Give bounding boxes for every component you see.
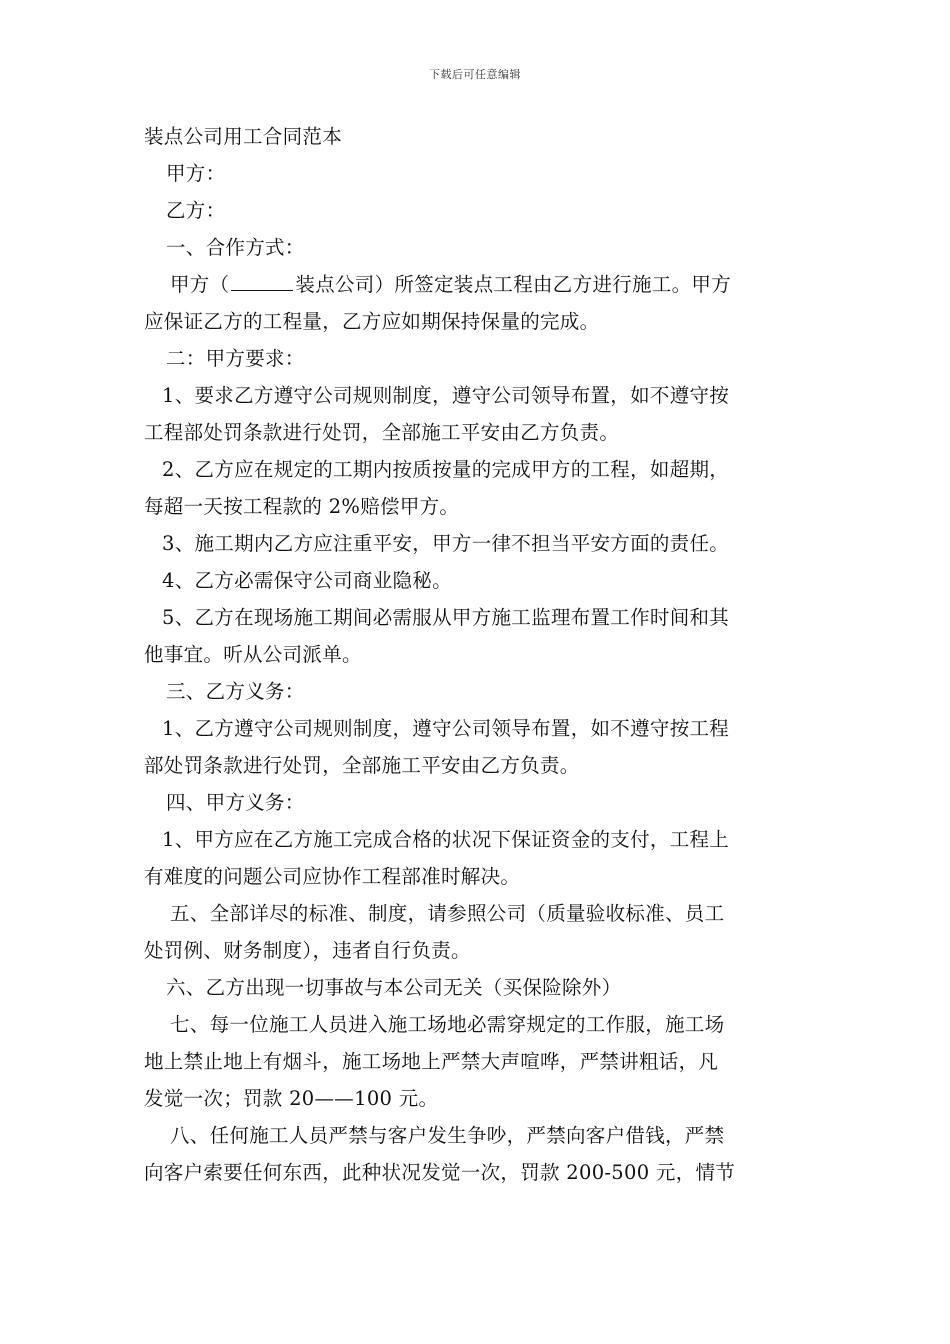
section-8-line-2: 向客户索要任何东西，此种状况发觉一次，罚款 200-500 元，情节 <box>144 1161 736 1184</box>
company-name-blank <box>231 270 293 291</box>
section-5-line-1: 五、全部详尽的标准、制度，请参照公司（质量验收标准、员工 <box>170 902 725 925</box>
section-5-line-2: 处罚例、财务制度），违者自行负责。 <box>144 939 471 962</box>
section-3-item-1-line-1: 1、乙方遵守公司规则制度，遵守公司领导布置，如不遵守按工程 <box>162 717 730 740</box>
section-2-item-2-line-2: 每超一天按工程款的 2%赔偿甲方。 <box>144 495 460 518</box>
section-7-line-2: 地上禁止地上有烟斗，施工场地上严禁大声喧哗，严禁讲粗话，凡 <box>144 1050 719 1073</box>
section-2-item-4: 4、乙方必需保守公司商业隐秘。 <box>162 569 452 592</box>
section-2-item-5-line-2: 他事宜。听从公司派单。 <box>144 643 362 666</box>
section-6: 六、乙方出现一切事故与本公司无关（买保险除外） <box>166 976 622 999</box>
section-1-paragraph-line-2: 应保证乙方的工程量，乙方应如期保持保量的完成。 <box>144 310 600 333</box>
section-2-item-5-line-1: 5、乙方在现场施工期间必需服从甲方施工监理布置工作时间和其 <box>162 606 730 629</box>
document-body <box>144 118 808 1191</box>
party-b-label: 乙方： <box>166 199 226 222</box>
party-a-label: 甲方： <box>166 162 226 185</box>
section-4-heading: 四、甲方义务： <box>166 791 305 814</box>
section-4-item-1-line-1: 1、甲方应在乙方施工完成合格的状况下保证资金的支付，工程上 <box>162 828 730 851</box>
section-2-item-1-line-1: 1、要求乙方遵守公司规则制度，遵守公司领导布置，如不遵守按 <box>162 384 730 407</box>
section-1-heading: 一、合作方式： <box>166 236 305 259</box>
document-title: 装点公司用工合同范本 <box>144 125 343 148</box>
section-4-item-1-line-2: 有难度的问题公司应协作工程部准时解决。 <box>144 865 521 888</box>
section-8-line-1: 八、任何施工人员严禁与客户发生争吵，严禁向客户借钱，严禁 <box>170 1124 725 1147</box>
section-7-line-3: 发觉一次；罚款 20——100 元。 <box>144 1087 439 1110</box>
section-1-text-pre: 甲方（ <box>170 273 230 296</box>
section-1-paragraph-line-1 <box>144 266 808 303</box>
section-2-item-3: 3、施工期内乙方应注重平安，甲方一律不担当平安方面的责任。 <box>162 532 730 555</box>
section-3-heading: 三、乙方义务： <box>166 680 305 703</box>
section-2-item-2-line-1: 2、乙方应在规定的工期内按质按量的完成甲方的工程，如超期， <box>162 458 730 481</box>
section-2-item-1-line-2: 工程部处罚条款进行处罚，全部施工平安由乙方负责。 <box>144 421 620 444</box>
header-note: 下载后可任意编辑 <box>429 68 521 81</box>
section-7-line-1: 七、每一位施工人员进入施工场地必需穿规定的工作服，施工场 <box>170 1013 725 1036</box>
section-1-text-post: 装点公司）所签定装点工程由乙方进行施工。甲方 <box>295 273 732 296</box>
section-2-heading: 二：甲方要求： <box>166 347 305 370</box>
section-3-item-1-line-2: 部处罚条款进行处罚，全部施工平安由乙方负责。 <box>144 754 580 777</box>
